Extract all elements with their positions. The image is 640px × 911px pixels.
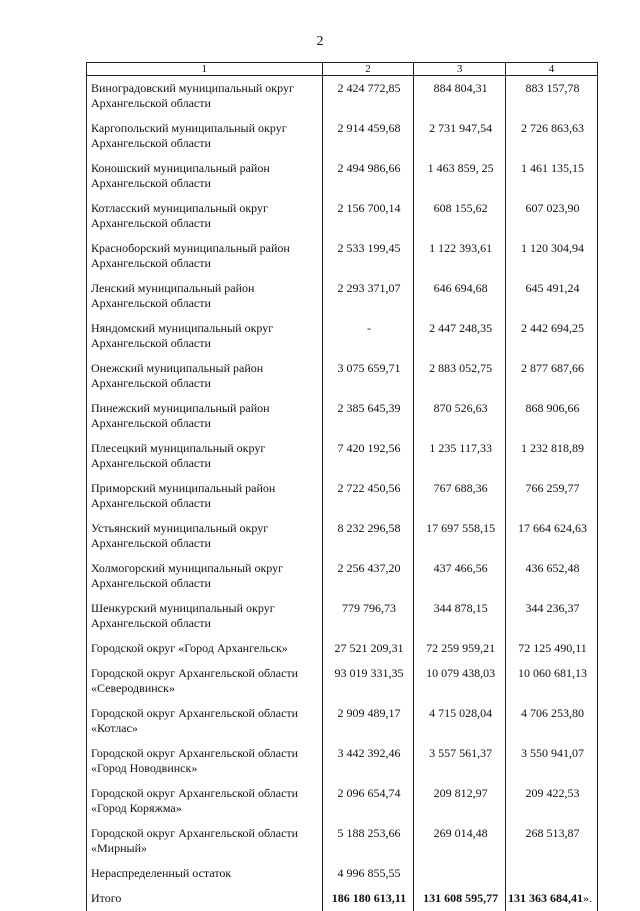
value-cell-col4: 645 491,24 xyxy=(506,276,598,316)
value-cell-col2: 779 796,73 xyxy=(322,596,414,636)
table-row xyxy=(87,196,598,236)
table-row xyxy=(87,276,598,316)
table-row xyxy=(87,396,598,436)
value-cell-col4: 883 157,78 xyxy=(506,76,598,117)
municipality-name-cell: Котласский муниципальный округ Архангельской области xyxy=(87,196,323,236)
budget-table xyxy=(86,62,598,911)
value-cell-col4: 1 461 135,15 xyxy=(506,156,598,196)
value-cell-col4: 17 664 624,63 xyxy=(506,516,598,556)
value-cell-col2: - xyxy=(322,316,414,356)
value-cell-col3: 884 804,31 xyxy=(414,76,506,117)
value-cell-col2: 7 420 192,56 xyxy=(322,436,414,476)
municipality-name-cell: Виноградовский муниципальный округ Архангельской области xyxy=(87,76,323,117)
value-cell-col2: 2 494 986,66 xyxy=(322,156,414,196)
value-cell-col4: 2 726 863,63 xyxy=(506,116,598,156)
value-cell-col3: 2 731 947,54 xyxy=(414,116,506,156)
table-row xyxy=(87,436,598,476)
value-cell-col2: 2 385 645,39 xyxy=(322,396,414,436)
table-header xyxy=(87,63,598,76)
value-cell-col4: 72 125 490,11 xyxy=(506,636,598,661)
table-row xyxy=(87,861,598,886)
table-row xyxy=(87,476,598,516)
municipality-name-cell: Городской округ Архангельской области «Город Новодвинск» xyxy=(87,741,323,781)
value-cell-col3: 1 235 117,33 xyxy=(414,436,506,476)
table-row xyxy=(87,821,598,861)
table-row xyxy=(87,556,598,596)
table-row xyxy=(87,236,598,276)
value-cell-col3: 2 883 052,75 xyxy=(414,356,506,396)
value-cell-col4: 868 906,66 xyxy=(506,396,598,436)
value-cell-col3: 2 447 248,35 xyxy=(414,316,506,356)
column-header-1: 1 xyxy=(87,63,323,76)
value-cell-col4: 268 513,87 xyxy=(506,821,598,861)
value-cell-col2: 2 722 450,56 xyxy=(322,476,414,516)
value-cell-col3: 3 557 561,37 xyxy=(414,741,506,781)
value-cell-col3: 767 688,36 xyxy=(414,476,506,516)
table-row xyxy=(87,356,598,396)
value-cell-col2: 4 996 855,55 xyxy=(322,861,414,886)
value-cell-col3: 17 697 558,15 xyxy=(414,516,506,556)
table-row xyxy=(87,596,598,636)
value-cell-col3: 1 122 393,61 xyxy=(414,236,506,276)
municipality-name-cell: Шенкурский муниципальный округ Архангельской области xyxy=(87,596,323,636)
municipality-name-cell: Городской округ «Город Архангельск» xyxy=(87,636,323,661)
closing-quote-suffix: ». xyxy=(583,891,592,905)
value-cell-col2: 3 075 659,71 xyxy=(322,356,414,396)
table-row xyxy=(87,781,598,821)
value-cell-col3: 646 694,68 xyxy=(414,276,506,316)
value-cell-col4: 1 120 304,94 xyxy=(506,236,598,276)
value-cell-col2: 93 019 331,35 xyxy=(322,661,414,701)
value-cell-col2: 2 424 772,85 xyxy=(322,76,414,117)
value-cell-col2: 2 914 459,68 xyxy=(322,116,414,156)
value-cell-col2: 2 533 199,45 xyxy=(322,236,414,276)
municipality-name-cell: Красноборский муниципальный район Архангельской области xyxy=(87,236,323,276)
table-row xyxy=(87,636,598,661)
total-col4 xyxy=(506,886,598,911)
table-row xyxy=(87,316,598,356)
municipality-name-cell: Няндомский муниципальный округ Архангельской области xyxy=(87,316,323,356)
value-cell-col3: 10 079 438,03 xyxy=(414,661,506,701)
value-cell-col4: 4 706 253,80 xyxy=(506,701,598,741)
value-cell-col3: 209 812,97 xyxy=(414,781,506,821)
table-row xyxy=(87,741,598,781)
value-cell-col4: 766 259,77 xyxy=(506,476,598,516)
municipality-name-cell: Устьянский муниципальный округ Архангельской области xyxy=(87,516,323,556)
value-cell-col3: 437 466,56 xyxy=(414,556,506,596)
value-cell-col4: 2 442 694,25 xyxy=(506,316,598,356)
value-cell-col3: 72 259 959,21 xyxy=(414,636,506,661)
column-header-3: 3 xyxy=(414,63,506,76)
value-cell-col2: 8 232 296,58 xyxy=(322,516,414,556)
value-cell-col4: 10 060 681,13 xyxy=(506,661,598,701)
value-cell-col3: 269 014,48 xyxy=(414,821,506,861)
value-cell-col2: 3 442 392,46 xyxy=(322,741,414,781)
value-cell-col3 xyxy=(414,861,506,886)
municipality-name-cell: Пинежский муниципальный район Архангельской области xyxy=(87,396,323,436)
value-cell-col4: 436 652,48 xyxy=(506,556,598,596)
municipality-name-cell: Приморский муниципальный район Архангельской области xyxy=(87,476,323,516)
table-row xyxy=(87,661,598,701)
value-cell-col3: 1 463 859, 25 xyxy=(414,156,506,196)
total-label: Итого xyxy=(87,886,323,911)
municipality-name-cell: Городской округ Архангельской области «Город Коряжма» xyxy=(87,781,323,821)
municipality-name-cell: Городской округ Архангельской области «Мирный» xyxy=(87,821,323,861)
value-cell-col2: 5 188 253,66 xyxy=(322,821,414,861)
value-cell-col3: 344 878,15 xyxy=(414,596,506,636)
table-row xyxy=(87,516,598,556)
column-header-4: 4 xyxy=(506,63,598,76)
value-cell-col3: 870 526,63 xyxy=(414,396,506,436)
table-body xyxy=(87,76,598,911)
value-cell-col3: 4 715 028,04 xyxy=(414,701,506,741)
value-cell-col4: 2 877 687,66 xyxy=(506,356,598,396)
table-row xyxy=(87,76,598,117)
value-cell-col2: 27 521 209,31 xyxy=(322,636,414,661)
value-cell-col4: 344 236,37 xyxy=(506,596,598,636)
value-cell-col4: 3 550 941,07 xyxy=(506,741,598,781)
municipality-name-cell: Городской округ Архангельской области «Северодвинск» xyxy=(87,661,323,701)
column-header-2: 2 xyxy=(322,63,414,76)
value-cell-col2: 2 293 371,07 xyxy=(322,276,414,316)
value-cell-col4: 209 422,53 xyxy=(506,781,598,821)
municipality-name-cell: Каргопольский муниципальный округ Архангельской области xyxy=(87,116,323,156)
municipality-name-cell: Нераспределенный остаток xyxy=(87,861,323,886)
value-cell-col2: 2 256 437,20 xyxy=(322,556,414,596)
value-cell-col4: 1 232 818,89 xyxy=(506,436,598,476)
total-row xyxy=(87,886,598,911)
municipality-name-cell: Городской округ Архангельской области «Котлас» xyxy=(87,701,323,741)
value-cell-col2: 2 096 654,74 xyxy=(322,781,414,821)
value-cell-col4 xyxy=(506,861,598,886)
value-cell-col2: 2 909 489,17 xyxy=(322,701,414,741)
total-col2: 186 180 613,11 xyxy=(322,886,414,911)
total-col3: 131 608 595,77 xyxy=(414,886,506,911)
table-row xyxy=(87,116,598,156)
table-row xyxy=(87,156,598,196)
municipality-name-cell: Коношский муниципальный район Архангельской области xyxy=(87,156,323,196)
table-row xyxy=(87,701,598,741)
page-number: 2 xyxy=(0,34,640,50)
municipality-name-cell: Плесецкий муниципальный округ Архангельской области xyxy=(87,436,323,476)
value-cell-col3: 608 155,62 xyxy=(414,196,506,236)
municipality-name-cell: Ленский муниципальный район Архангельской области xyxy=(87,276,323,316)
municipality-name-cell: Онежский муниципальный район Архангельской области xyxy=(87,356,323,396)
value-cell-col4: 607 023,90 xyxy=(506,196,598,236)
value-cell-col2: 2 156 700,14 xyxy=(322,196,414,236)
municipality-name-cell: Холмогорский муниципальный округ Архангельской области xyxy=(87,556,323,596)
total-col4-value: 131 363 684,41 xyxy=(508,891,583,905)
